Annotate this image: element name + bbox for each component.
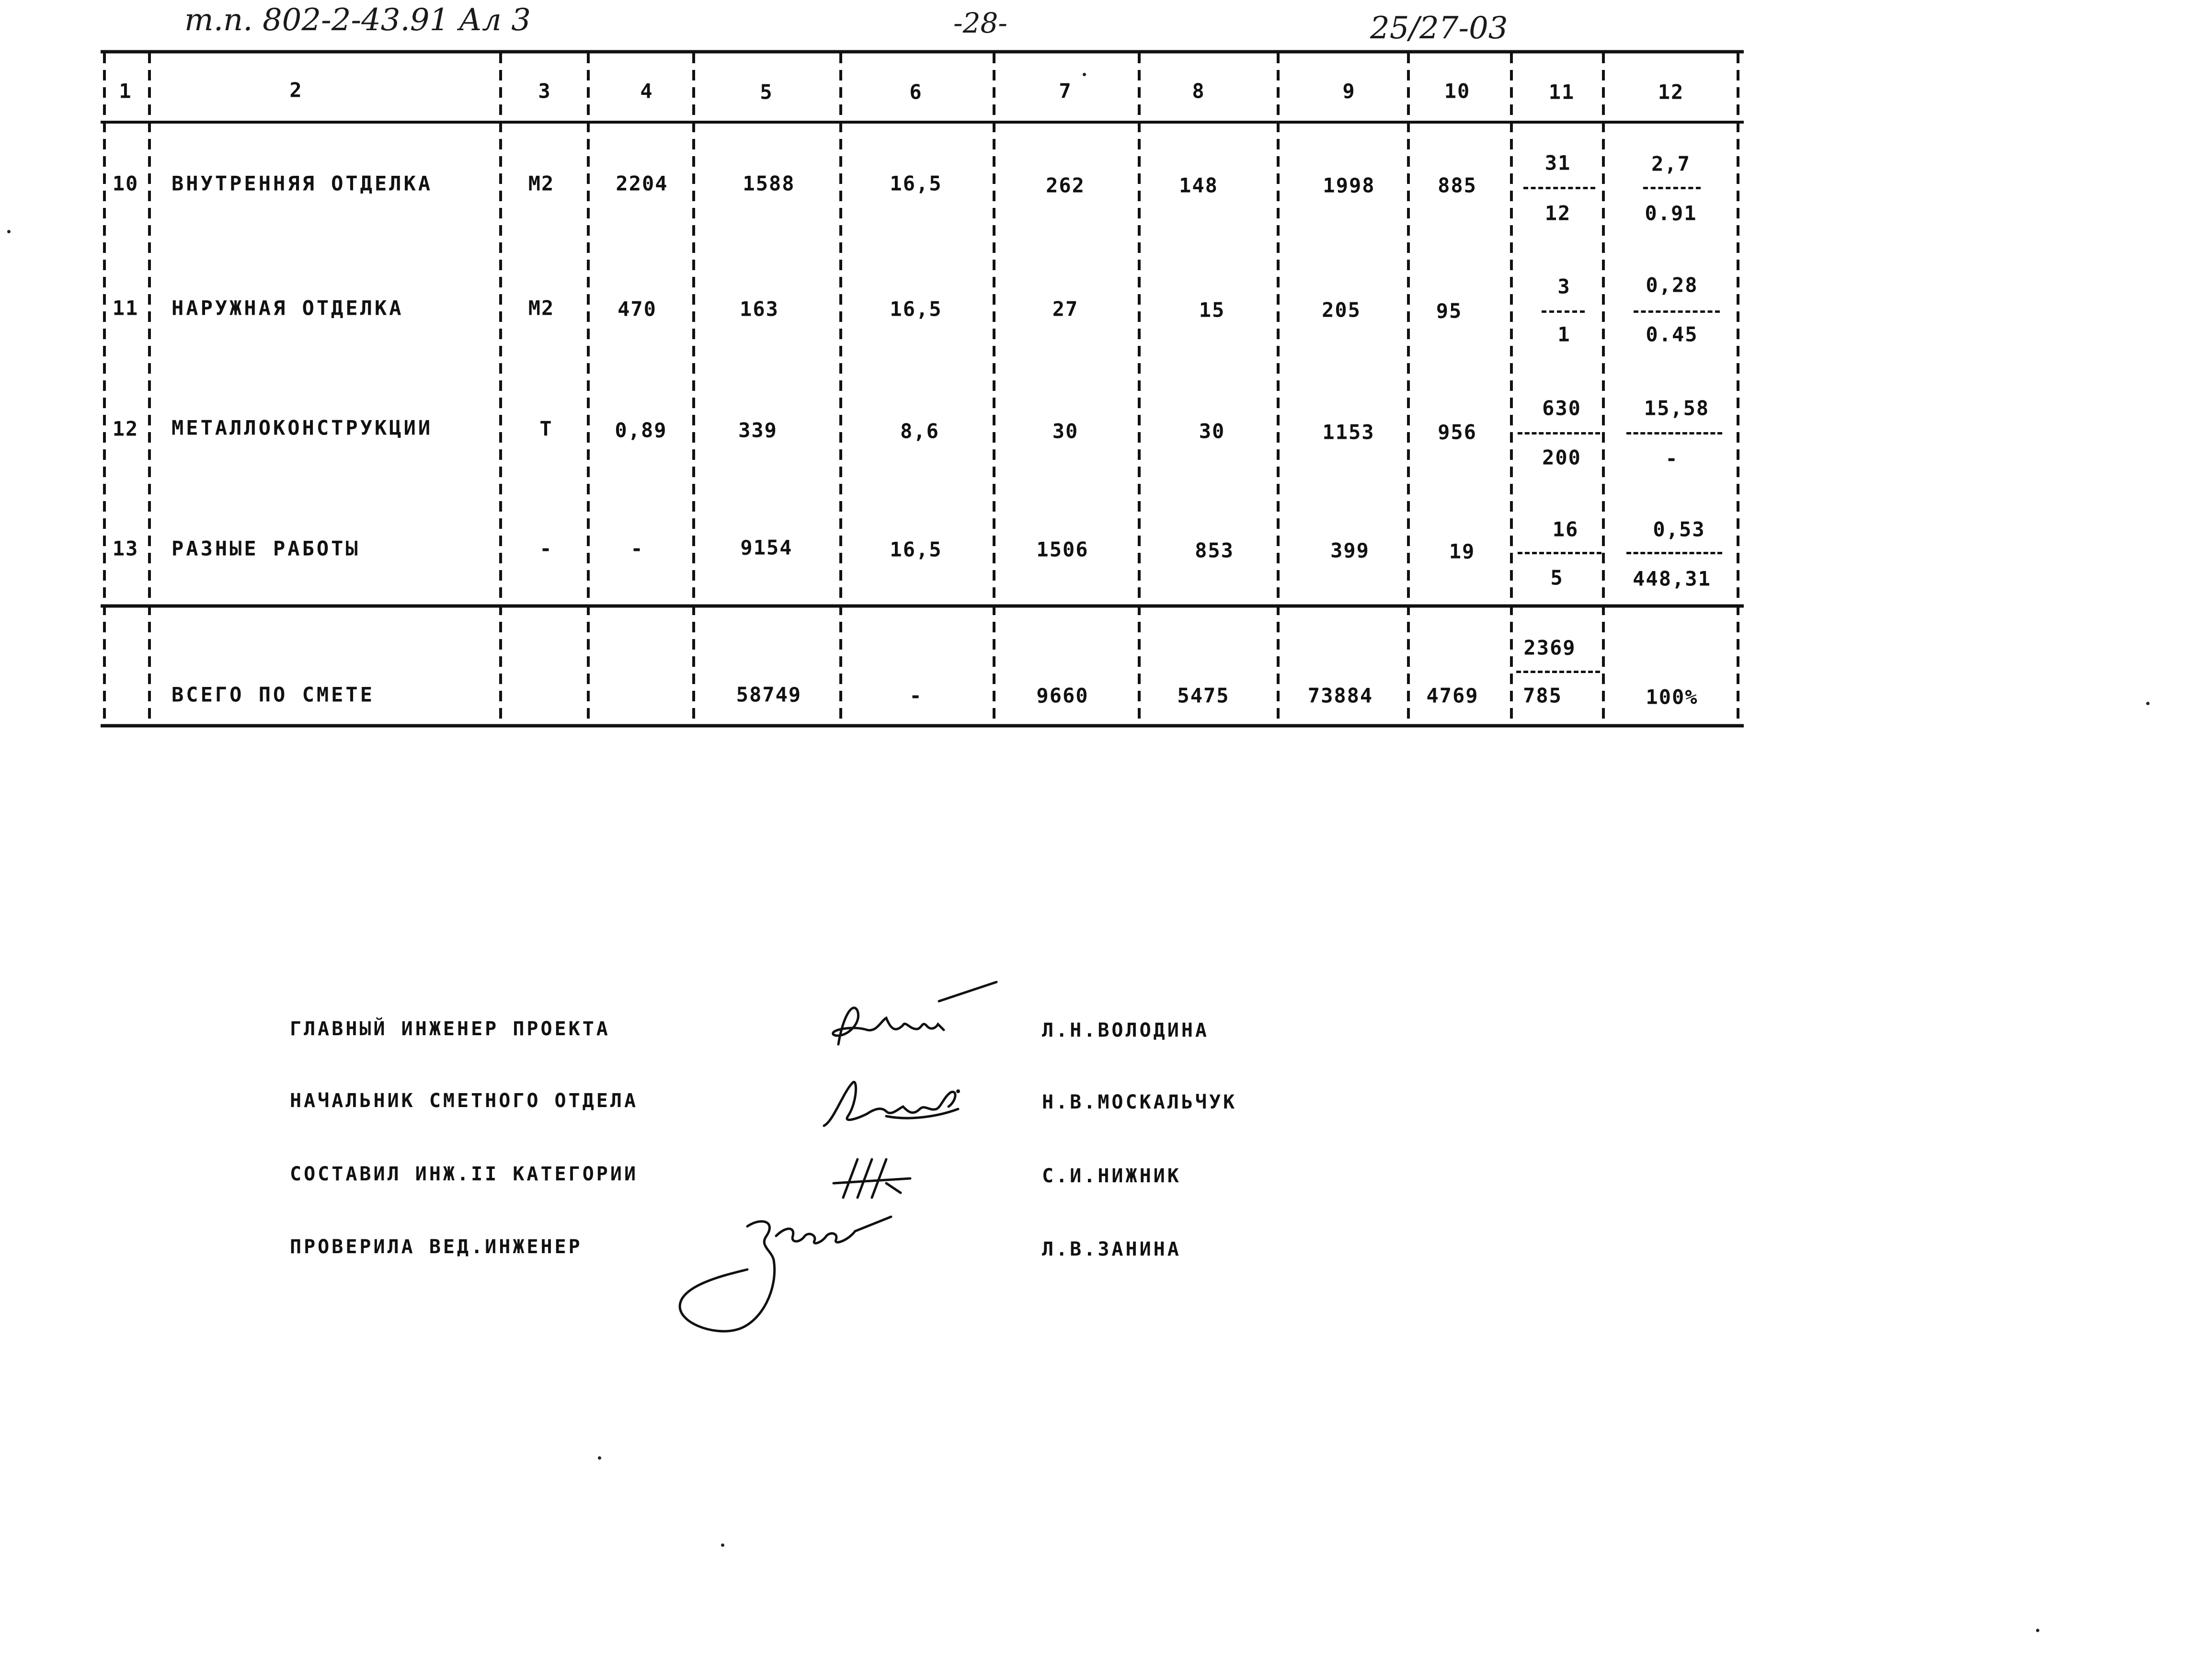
cell-11-bottom: 12 [1544,201,1571,225]
scan-speck [721,1543,724,1547]
cell-8: 15 [1199,298,1225,322]
cell-5: 1588 [743,171,795,195]
work-name: ВНУТРЕННЯЯ ОТДЕЛКА [172,171,433,195]
scan-speck [7,230,11,233]
column-header: 1 [119,79,132,103]
work-name: МЕТАЛЛОКОНСТРУКЦИИ [172,416,433,440]
total-cell-7: 9660 [1036,684,1089,708]
fraction-line [1634,310,1720,313]
column-header: 12 [1658,80,1684,104]
scan-speck [2036,1629,2039,1632]
scan-speck [2146,702,2150,705]
column-header: 8 [1192,79,1205,103]
cell-8: 30 [1199,419,1225,443]
column-header: 7 [1059,79,1072,103]
signatory-name: Л.В.ЗАНИНА [1042,1238,1181,1260]
signatory-name: Н.В.МОСКАЛЬЧУК [1042,1091,1237,1113]
fraction-line [1626,552,1722,554]
cell-7: 27 [1052,297,1079,321]
fraction-line [1523,187,1595,189]
cell-8: 148 [1179,173,1218,197]
quantity: 2204 [616,171,668,195]
total-cell-10: 4769 [1426,684,1479,708]
cell-5: 9154 [740,536,793,560]
column-header: 3 [538,79,551,103]
signatory-name: С.И.НИЖНИК [1042,1165,1181,1187]
unit: М2 [528,296,555,320]
total-cell-11-bottom: 785 [1523,684,1562,708]
signature-volodina [824,972,1006,1059]
document-code: т.п. 802-2-43.91 Ал 3 [184,2,531,38]
fraction-line [1518,552,1601,554]
quantity: - [630,537,644,560]
column-header: 4 [640,79,653,103]
cell-9: 205 [1322,298,1361,322]
cell-12-top: 0,53 [1653,517,1705,541]
total-cell-6: - [909,684,923,708]
cell-11-bottom: 200 [1542,446,1581,469]
signature-role: НАЧАЛЬНИК СМЕТНОГО ОТДЕЛА [290,1090,639,1112]
cell-7: 1506 [1036,537,1089,561]
signature-zanina [666,1198,905,1337]
cell-12-top: 2,7 [1651,152,1691,176]
signature-moskalchuk [814,1063,987,1135]
cell-7: 30 [1052,419,1079,443]
cell-5: 339 [738,418,778,442]
reference-number: 25/27-03 [1370,11,1508,46]
fraction-line [1516,671,1600,673]
cell-11-top: 16 [1552,517,1579,541]
row-number: 11 [112,296,139,320]
scan-speck [598,1456,601,1460]
quantity: 0,89 [615,418,667,442]
fraction-line [1542,310,1585,313]
cell-6: 16,5 [890,297,942,321]
work-name: РАЗНЫЕ РАБОТЫ [172,537,360,560]
cell-9: 1153 [1322,420,1375,444]
fraction-line [1518,432,1600,434]
signature-role: СОСТАВИЛ ИНЖ.II КАТЕГОРИИ [290,1163,639,1185]
total-cell-9: 73884 [1307,684,1373,708]
column-header: 5 [760,80,773,104]
cell-10: 95 [1436,299,1463,323]
cell-12-top: 15,58 [1644,396,1710,420]
total-cell-5: 58749 [736,683,802,707]
unit: Т [539,417,553,441]
signature-role: ГЛАВНЫЙ ИНЖЕНЕР ПРОЕКТА [290,1018,610,1040]
column-header: 2 [289,78,303,102]
page-number: -28- [953,7,1007,39]
column-header: 10 [1444,79,1471,103]
cell-11-bottom: 1 [1557,322,1571,346]
row-number: 12 [112,417,139,441]
total-cell-12: 100% [1646,685,1698,709]
cell-7: 262 [1046,173,1085,197]
row-number: 10 [112,171,139,195]
signature-role: ПРОВЕРИЛА ВЕД.ИНЖЕНЕР [290,1236,583,1258]
cell-12-bottom: 0.45 [1646,322,1698,346]
quantity: 470 [618,297,657,321]
cell-6: 16,5 [890,171,942,195]
fraction-line [1626,432,1722,434]
signatory-name: Л.Н.ВОЛОДИНА [1042,1019,1209,1041]
column-header: 6 [909,80,923,104]
row-number: 13 [112,537,139,560]
column-header: 11 [1548,80,1575,104]
cell-6: 8,6 [900,419,939,443]
cell-12-bottom: 448,31 [1633,567,1711,591]
cell-11-top: 3 [1557,274,1571,298]
cell-11-bottom: 5 [1550,566,1564,590]
cell-9: 1998 [1323,173,1375,197]
cell-12-bottom: 0.91 [1645,201,1697,225]
cell-6: 16,5 [890,537,942,561]
cell-10: 885 [1438,173,1477,197]
total-label: ВСЕГО ПО СМЕТЕ [172,683,375,707]
work-name: НАРУЖНАЯ ОТДЕЛКА [172,296,404,320]
fraction-line [1643,187,1701,189]
scan-speck [1083,73,1086,76]
cell-12-top: 0,28 [1646,273,1698,297]
total-cell-11-top: 2369 [1523,636,1576,660]
total-cell-8: 5475 [1177,684,1230,708]
cell-10: 956 [1438,420,1477,444]
cell-12-bottom: - [1665,446,1679,470]
cell-8: 853 [1195,538,1234,562]
cell-10: 19 [1449,539,1475,563]
cell-11-top: 630 [1542,396,1581,420]
cell-5: 163 [740,297,779,321]
unit: - [539,537,553,560]
cell-9: 399 [1330,538,1370,562]
column-header: 9 [1342,79,1356,103]
unit: М2 [528,171,555,195]
cell-11-top: 31 [1544,151,1571,175]
